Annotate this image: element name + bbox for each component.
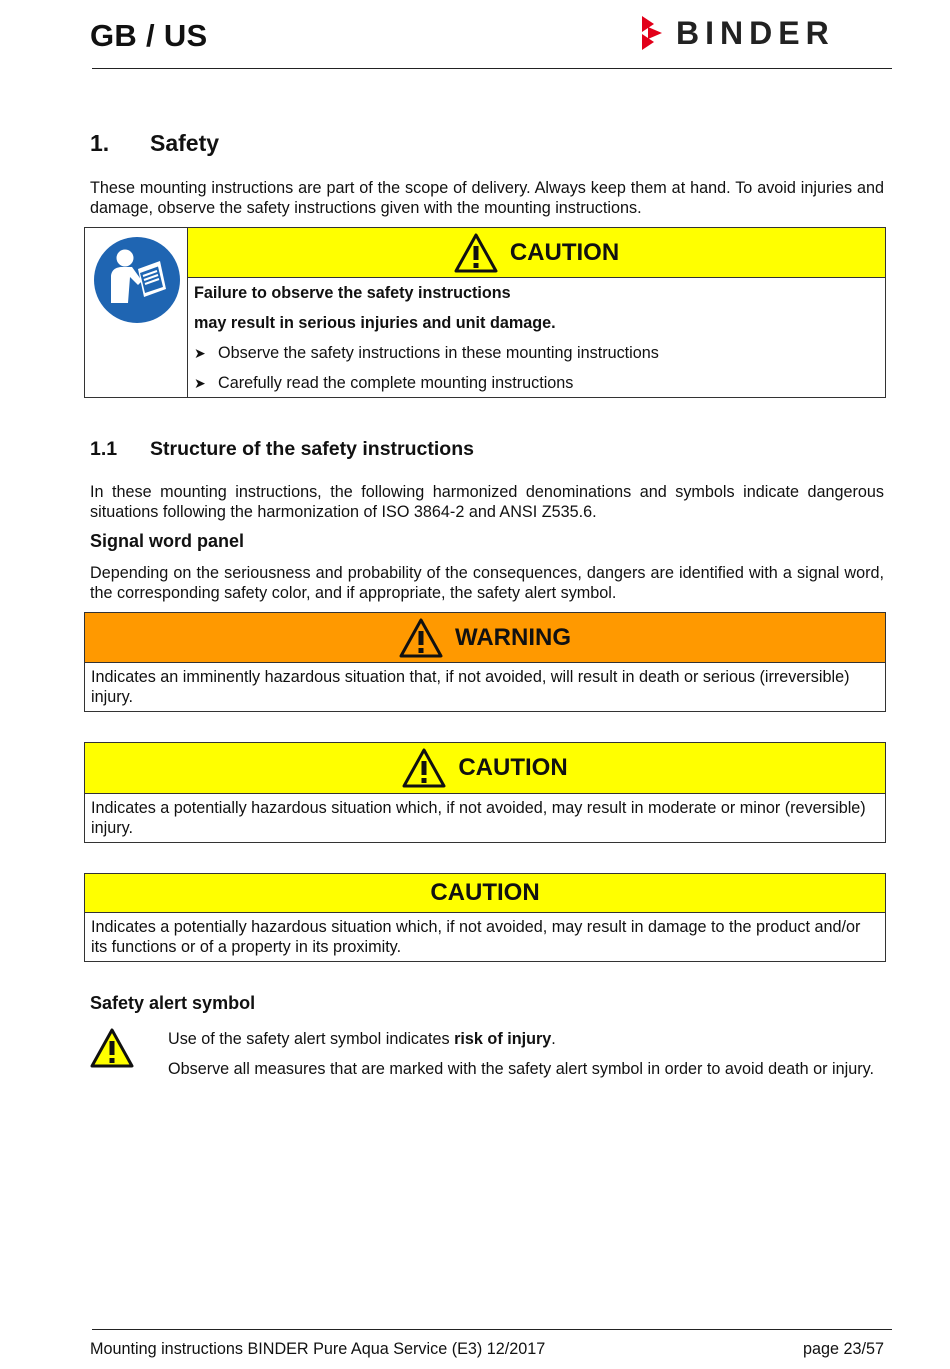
warning-description: Indicates an imminently hazardous situation that, if not avoided, will result in death or serious (irreversible) injury. [91, 668, 850, 706]
warning-banner [85, 613, 885, 663]
section-number: 1. [90, 130, 110, 156]
page-number: page 23/57 [802, 1340, 884, 1358]
read-instructions-icon [94, 237, 180, 323]
language-label: GB / US [90, 18, 208, 53]
safety-alert-line2: Observe all measures that are marked with the safety alert symbol in order to avoid death or injury. [168, 1060, 874, 1078]
header-divider [92, 68, 892, 69]
caution-table [84, 227, 886, 398]
subsection-number: 1.1 [90, 438, 118, 460]
instruction-icon-cell [85, 228, 188, 397]
caution-box [84, 742, 886, 843]
section-heading [90, 130, 219, 157]
safety-alert-line1: Use of the safety alert symbol indicates risk of injury. [168, 1030, 556, 1048]
safety-alert-triangle-icon [90, 1028, 134, 1068]
warning-triangle-icon [402, 748, 446, 788]
caution-consequence-line1: Failure to observe the safety instructions [194, 284, 511, 302]
list-item: ➤ Carefully read the complete mounting instructions [194, 374, 574, 392]
caution-banner [188, 228, 885, 278]
arrow-bullet-icon: ➤ [194, 345, 206, 361]
caution-description: Indicates a potentially hazardous situation which, if not avoided, may result in damage to the product and/or its functions or of a property in its proximity. [91, 918, 861, 956]
caution-consequence-line2: may result in serious injuries and unit damage. [194, 314, 556, 332]
caution-banner [85, 874, 885, 913]
section-intro: These mounting instructions are part of the scope of delivery. Always keep them at hand. To avoid injuries and damage, observe the safety instructions given with the mounting instructions. [90, 179, 884, 217]
safety-alert-heading: Safety alert symbol [90, 993, 256, 1013]
subsection-title: Structure of the safety instructions [150, 438, 474, 460]
warning-box [84, 612, 886, 712]
caution-description: Indicates a potentially hazardous situation which, if not avoided, may result in moderate or minor (reversible) injury. [91, 799, 866, 837]
binder-logo-mark-icon [640, 16, 666, 50]
subsection-intro: In these mounting instructions, the following harmonized denominations and symbols indicate dangerous situations following the harmonization of ISO 3864-2 and ANSI Z535.6. [90, 483, 884, 521]
caution-banner [85, 743, 885, 794]
caution-property-box [84, 873, 886, 962]
footer-divider [92, 1329, 892, 1330]
warning-triangle-icon [454, 233, 498, 273]
binder-logo [640, 16, 835, 50]
arrow-bullet-icon: ➤ [194, 375, 206, 391]
warning-triangle-icon [399, 618, 443, 658]
signal-word: CAUTION [509, 238, 620, 266]
brand-name: BINDER [676, 15, 835, 51]
signal-word-panel-heading: Signal word panel [90, 531, 245, 551]
signal-word-panel-text: Depending on the seriousness and probability of the consequences, dangers are identified with a signal word, the corresponding safety color, and if appropriate, the safety alert symbol. [90, 564, 884, 602]
signal-word: CAUTION [430, 879, 540, 906]
signal-word: CAUTION [458, 754, 568, 781]
signal-word: WARNING [455, 623, 571, 651]
footer-document-title: Mounting instructions BINDER Pure Aqua Service (E3) 12/2017 [90, 1340, 546, 1358]
list-item: ➤ Observe the safety instructions in these mounting instructions [194, 344, 659, 362]
subsection-heading [90, 438, 474, 461]
section-title: Safety [150, 130, 220, 156]
